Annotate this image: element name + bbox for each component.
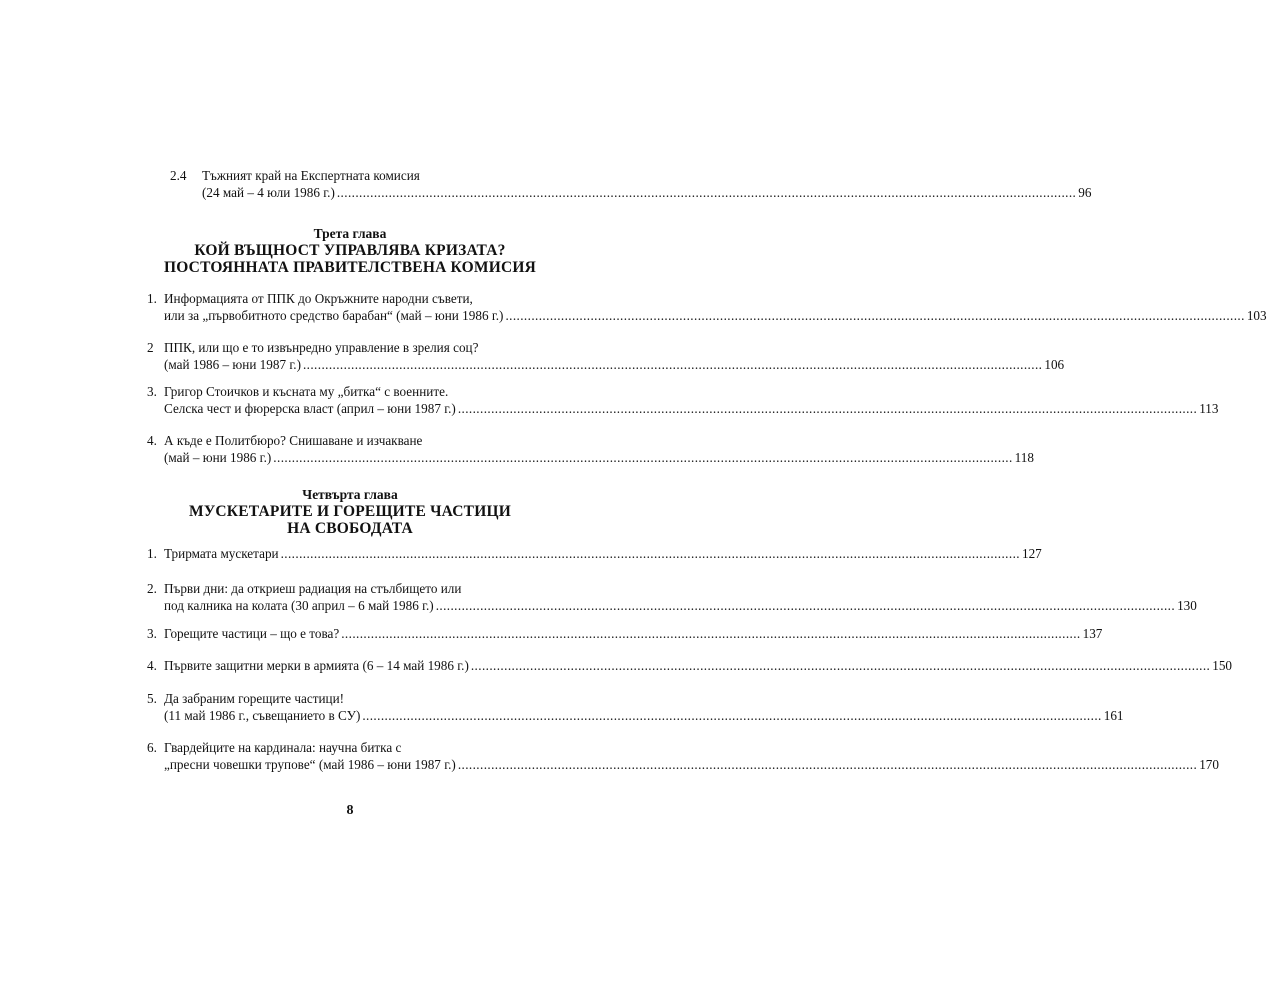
page-number: 8 — [346, 803, 354, 818]
toc-entry-title: Тъжният край на Експертната комисия — [202, 168, 420, 183]
toc-entry-subtitle: (11 май 1986 г., съвещанието в СУ) — [164, 708, 361, 723]
toc-entry-number: 4. — [147, 433, 157, 448]
toc-entry-title: Гвардейците на кардинала: научна битка с — [164, 740, 402, 755]
dot-leader: ........................................................................................................................................................................................................ — [505, 308, 1245, 323]
toc-entry-page: 127 — [1021, 546, 1042, 561]
dot-leader: ........................................................................................................................................................................................................ — [341, 626, 1081, 641]
toc-entry-subtitle: или за „първобитното средство барабан“ (май – юни 1986 г.) — [164, 308, 504, 323]
toc-entry-page: 137 — [1082, 626, 1103, 641]
toc-entry — [147, 432, 1034, 468]
chapter-heading — [0, 487, 700, 537]
toc-entry-title: Първите защитни мерки в армията (6 – 14 май 1986 г.) — [164, 658, 469, 673]
toc-entry — [147, 383, 1219, 419]
toc-entry-number: 1. — [147, 291, 157, 306]
dot-leader: ........................................................................................................................................................................................................ — [336, 185, 1077, 200]
toc-entry-title: ППК, или що е то извънредно управление в зрелия соц? — [164, 340, 479, 355]
toc-entry-title: Трирмата мускетари — [164, 546, 279, 561]
toc-entry-page: 103 — [1246, 308, 1267, 323]
toc-entry-number: 3. — [147, 384, 157, 399]
chapter-heading — [0, 226, 700, 276]
dot-leader: ........................................................................................................................................................................................................ — [302, 357, 1043, 372]
toc-entry-subtitle: (май 1986 – юни 1987 г.) — [164, 357, 301, 372]
toc-entry — [147, 657, 1233, 675]
toc-entry — [147, 545, 1042, 563]
toc-entry-number: 2.4 — [170, 168, 187, 183]
toc-entry-page: 106 — [1044, 357, 1065, 372]
toc-entry-page: 161 — [1103, 708, 1124, 723]
toc-entry-number: 4. — [147, 658, 157, 673]
toc-entry-title: Първи дни: да откриеш радиация на стълбището или — [164, 581, 462, 596]
toc-entry-page: 118 — [1014, 450, 1034, 465]
dot-leader: ........................................................................................................................................................................................................ — [280, 546, 1020, 561]
toc-entry — [147, 625, 1103, 643]
toc-entry-number: 1. — [147, 546, 157, 561]
toc-entry-number: 6. — [147, 740, 157, 755]
toc-entry — [170, 167, 1092, 203]
toc-entry-page: 96 — [1078, 185, 1092, 200]
toc-entry — [147, 339, 1065, 375]
chapter-title: ПОСТОЯННАТА ПРАВИТЕЛСТВЕНА КОМИСИЯ — [163, 259, 536, 276]
chapter-title: НА СВОБОДАТА — [287, 520, 413, 537]
chapter-label: Трета глава — [313, 226, 387, 241]
toc-entry-number: 5. — [147, 691, 157, 706]
toc-entry-title: Да забраним горещите частици! — [164, 691, 345, 706]
toc-entry-subtitle: (май – юни 1986 г.) — [164, 450, 272, 465]
toc-entry-page: 170 — [1199, 757, 1219, 772]
dot-leader: ........................................................................................................................................................................................................ — [470, 658, 1211, 673]
chapter-title: КОЙ ВЪЩНОСТ УПРАВЛЯВА КРИЗАТА? — [194, 242, 506, 259]
toc-entry — [147, 739, 1219, 775]
toc-entry-title: А къде е Политбюро? Снишаване и изчакване — [164, 433, 423, 448]
dot-leader: ........................................................................................................................................................................................................ — [457, 757, 1198, 772]
toc-entry-subtitle: под калника на колата (30 април – 6 май 1986 г.) — [164, 598, 434, 613]
toc-entry-title: Горещите частици – що е това? — [164, 626, 340, 641]
toc-entry-subtitle: Селска чест и фюрерска власт (април – юни 1987 г.) — [164, 401, 456, 416]
dot-leader: ........................................................................................................................................................................................................ — [362, 708, 1102, 723]
toc-entry — [147, 580, 1197, 616]
toc-entry — [147, 290, 1267, 326]
toc-entry-title: Информацията от ППК до Окръжните народни съвети, — [164, 291, 473, 306]
toc-entry-subtitle: (24 май – 4 юли 1986 г.) — [202, 185, 335, 200]
chapter-title: МУСКЕТАРИТЕ И ГОРЕЩИТЕ ЧАСТИЦИ — [188, 503, 511, 520]
chapter-label: Четвърта глава — [302, 487, 398, 502]
dot-leader: ........................................................................................................................................................................................................ — [457, 401, 1198, 416]
toc-entry-page: 113 — [1199, 401, 1219, 416]
toc-entry — [147, 690, 1124, 726]
toc-entry-number: 2. — [147, 581, 157, 596]
toc-entry-number: 2 — [147, 340, 154, 355]
toc-entry-page: 130 — [1177, 598, 1197, 613]
toc-entry-title: Григор Стоичков и късната му „битка“ с военните. — [164, 384, 449, 399]
toc-entry-number: 3. — [147, 626, 157, 641]
toc-entry-page: 150 — [1212, 658, 1233, 673]
dot-leader: ........................................................................................................................................................................................................ — [435, 598, 1176, 613]
toc-entry-subtitle: „пресни човешки трупове“ (май 1986 – юни 1987 г.) — [164, 757, 456, 772]
dot-leader: ........................................................................................................................................................................................................ — [273, 450, 1013, 465]
